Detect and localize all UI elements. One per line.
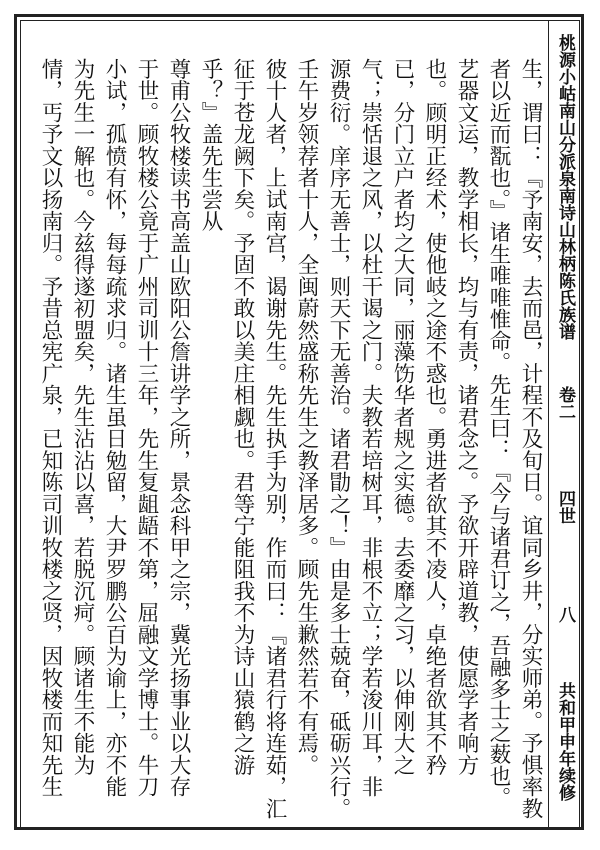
text-column: 气；崇恬退之风，以杜干谒之门。夫教若培树耳，非根不立；学若浚川耳，非: [358, 58, 383, 798]
text-column: 尊甫公牧楼读书高盖山欧阳公詹讲学之所，景念科甲之宗，冀光扬事业以大存: [166, 58, 191, 798]
volume-label: 卷二: [555, 386, 575, 420]
text-column: 乎？』盖先生尝从: [198, 58, 223, 232]
book-title: 桃源小岵南山分派泉南诗山林柄陈氏族谱: [555, 34, 575, 340]
generation-label: 四世: [555, 490, 575, 524]
text-column: 已，分门立户者均之大同，丽藻饬华者规之实德。去委靡之习，以伸刚大之: [390, 58, 415, 776]
text-column: 源费衍。庠序无善士，则天下无善治。诸君勖之！』由是多士兢奋，砥砺兴行。: [326, 58, 351, 820]
text-column: 生，谓曰：『予南安，去而邑，计程不及旬日。谊同乡井，分实师弟。予惧率教: [518, 58, 543, 820]
page-number: 八: [555, 606, 575, 623]
text-column: 彼十人者，上试南宫，谒谢先生。先生执手为别，作而曰：『诸君行将连茹，汇: [262, 58, 287, 820]
text-column: 征于苍龙阙下矣。予固不敢以美庄相觑也。君等宁能阻我不为诗山猿鹤之游: [230, 58, 255, 776]
text-column: 也。顾明正经术，使他岐之途不惑也。勇进者欲其不凌人，卓绝者欲其不矜: [422, 58, 447, 776]
text-column: 为先生一解也。今兹得遂初盟矣，先生沾沾以喜，若脱沉疴。顾诸生不能为: [70, 58, 95, 776]
text-column: 壬午岁领荐者十人，全闽蔚然盛称先生之教泽居多。顾先生歉然若不有焉。: [294, 58, 319, 776]
text-column: 者以近而翫也。』诸生唯唯惟命。先生曰：『今与诸君订之，吾融多士之薮也。: [486, 58, 511, 809]
text-column: 小试，孤愤有怀，每每疏求归。诸生虽日勉留，大尹罗鹏公百为谕上，亦不能: [102, 58, 127, 798]
text-column: 艺器文运，教学相长，均与有责，诸君念之。予欲开辟道教，使愿学者响方: [454, 58, 479, 776]
text-column: 情，丐予文以扬南归。予昔总宪广泉，已知陈司训牧楼之贤，因牧楼而知先生: [38, 58, 63, 798]
text-column: 于世。顾牧楼公竟于广州司训十三年，先生复龃龉不第，屈融文学博士。牛刀: [134, 58, 159, 798]
edition-label: 共和甲申年续修: [555, 682, 575, 801]
